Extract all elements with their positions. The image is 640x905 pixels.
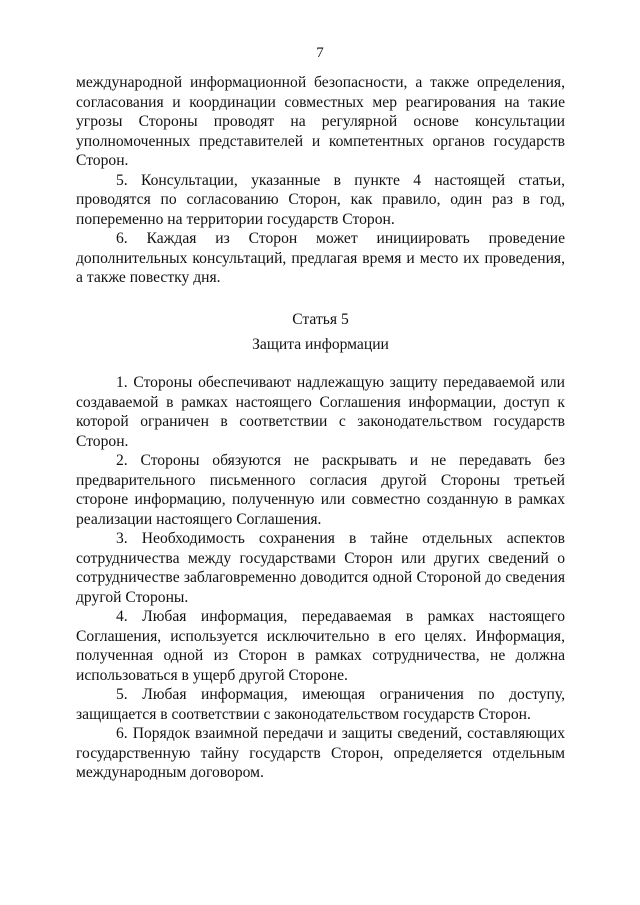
article-title: Защита информации bbox=[252, 335, 389, 353]
intro-text-block bbox=[76, 73, 565, 288]
paragraph-6-additional-consultations: 6. Каждая из Сторон может инициировать проведение дополнительных консультаций, предлагая время и место их проведения, а также повестку дня. bbox=[76, 230, 565, 286]
article-paragraph-3: 3. Необходимость сохранения в тайне отдельных аспектов сотрудничества между государствами Сторон или других сведений о сотрудничестве заблаговременно доводится одной Стороной до сведения другой Стороны. bbox=[76, 530, 565, 606]
continued-paragraph: международной информационной безопасности, а также определения, согласования и координации совместных мер реагирования на такие угрозы Стороны проводят на регулярной основе консультации уполномоченных представителей и компетентных органов государств Сторон. bbox=[76, 74, 565, 169]
article-paragraph-2: 2. Стороны обязуются не раскрывать и не передавать без предварительного письменного согласия другой Стороны третьей стороне информацию, полученную или совместно созданную в рамках реализации настоящего Соглашения. bbox=[76, 452, 565, 528]
article-paragraph-4: 4. Любая информация, передаваемая в рамках настоящего Соглашения, используется исключительно в его целях. Информация, полученная одной из Сторон в рамках сотрудничества, не должна использоваться в ущерб другой Стороне. bbox=[76, 608, 565, 684]
article-paragraph-1: 1. Стороны обеспечивают надлежащую защиту передаваемой или создаваемой в рамках настоящего Соглашения информации, доступ к которой ограничен в соответствии с законодательством государств Сторон. bbox=[76, 374, 565, 450]
article-number: Статья 5 bbox=[292, 311, 349, 328]
article-text-block bbox=[76, 373, 565, 783]
paragraph-5-consultations: 5. Консультации, указанные в пункте 4 настоящей статьи, проводятся по согласованию Сторон, как правило, один раз в год, попеременно на территории государств Сторон. bbox=[76, 171, 565, 228]
article-heading bbox=[76, 310, 565, 354]
article-paragraph-5: 5. Любая информация, имеющая ограничения по доступу, защищается в соответствии с законодательством государств Сторон. bbox=[76, 686, 565, 723]
article-paragraph-6: 6. Порядок взаимной передачи и защиты сведений, составляющих государственную тайну государств Сторон, определяется отдельным международным договором. bbox=[76, 725, 565, 781]
page-number: 7 bbox=[316, 45, 324, 61]
